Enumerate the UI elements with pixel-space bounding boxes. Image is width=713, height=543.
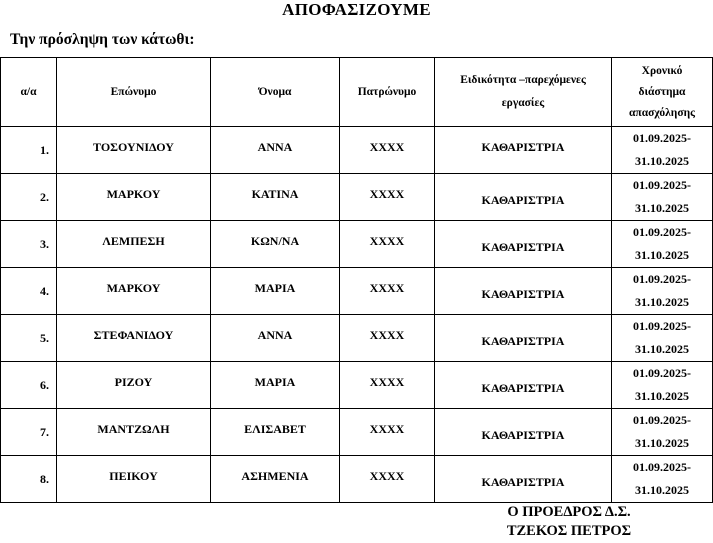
- row-specialty: [435, 315, 612, 362]
- row-period-to: 31.10.2025: [635, 295, 689, 309]
- row-surname: [57, 127, 211, 174]
- row-specialty: [435, 127, 612, 174]
- row-period-from: 01.09.2025-: [633, 272, 691, 286]
- row-surname: [57, 174, 211, 221]
- row-patronymic-text: ΧΧΧΧ: [369, 468, 405, 483]
- header-period-line1: Χρονικό: [641, 64, 683, 77]
- row-aa: 2.: [1, 174, 57, 221]
- header-specialty-line1: Ειδικότητα –παρεχόμενες: [460, 74, 586, 86]
- row-aa: 1.: [1, 127, 57, 174]
- header-row: [1, 58, 713, 127]
- row-patronymic-text: ΧΧΧΧ: [369, 186, 405, 201]
- row-period-from: 01.09.2025-: [633, 413, 691, 427]
- row-patronymic: [340, 174, 435, 221]
- header-specialty: [435, 58, 612, 127]
- signature-role: Ο ΠΡΟΕΔΡΟΣ Δ.Σ.: [507, 504, 631, 520]
- row-period-from: 01.09.2025-: [633, 460, 691, 474]
- row-surname-text: ΜΑΡΚΟΥ: [106, 186, 161, 201]
- row-specialty: [435, 409, 612, 456]
- row-name: [211, 174, 340, 221]
- row-name-text: ΚΑΤΙΝΑ: [251, 186, 299, 201]
- row-surname: [57, 221, 211, 268]
- row-name: [211, 127, 340, 174]
- row-period: [612, 174, 713, 221]
- row-period-to: 31.10.2025: [635, 436, 689, 450]
- table-row: [1, 221, 713, 268]
- row-period: [612, 221, 713, 268]
- row-period: [612, 409, 713, 456]
- table-row: [1, 362, 713, 409]
- row-period-to: 31.10.2025: [635, 248, 689, 262]
- row-patronymic: [340, 268, 435, 315]
- row-period-from: 01.09.2025-: [633, 131, 691, 145]
- row-period-to: 31.10.2025: [635, 154, 689, 168]
- header-period: [612, 58, 713, 127]
- row-aa: 8.: [1, 456, 57, 503]
- row-name-text: ΜΑΡΙΑ: [254, 280, 296, 295]
- row-name-text: ΕΛΙΣΑΒΕΤ: [244, 421, 306, 436]
- header-specialty-line2: εργασίες: [501, 97, 545, 109]
- row-patronymic: [340, 362, 435, 409]
- row-aa: 6.: [1, 362, 57, 409]
- row-specialty: [435, 221, 612, 268]
- row-specialty-text: ΚΑΘΑΡΙΣΤΡΙΑ: [481, 380, 565, 395]
- hires-table: [0, 57, 713, 503]
- row-specialty-text: ΚΑΘΑΡΙΣΤΡΙΑ: [481, 333, 565, 348]
- row-surname-text: ΜΑΝΤΖΩΛΗ: [97, 421, 170, 436]
- row-patronymic-text: ΧΧΧΧ: [369, 280, 405, 295]
- row-period: [612, 315, 713, 362]
- row-patronymic: [340, 315, 435, 362]
- row-period: [612, 456, 713, 503]
- row-surname: [57, 456, 211, 503]
- row-aa: 4.: [1, 268, 57, 315]
- row-aa: 3.: [1, 221, 57, 268]
- row-specialty-text: ΚΑΘΑΡΙΣΤΡΙΑ: [481, 286, 565, 301]
- row-specialty: [435, 362, 612, 409]
- table-row: [1, 268, 713, 315]
- row-surname: [57, 362, 211, 409]
- row-name-text: ΑΝΝΑ: [257, 139, 293, 154]
- table-row: [1, 127, 713, 174]
- row-period: [612, 268, 713, 315]
- row-period-to: 31.10.2025: [635, 342, 689, 356]
- document-title: ΑΠΟΦΑΣΙΖΟΥΜΕ: [282, 0, 431, 19]
- row-patronymic: [340, 221, 435, 268]
- row-specialty-text: ΚΑΘΑΡΙΣΤΡΙΑ: [481, 474, 565, 489]
- row-surname-text: ΤΟΣΟΥΝΙΔΟΥ: [93, 139, 174, 154]
- signature-name: ΤΖΕΚΟΣ ΠΕΤΡΟΣ: [506, 523, 632, 539]
- row-name-text: ΑΝΝΑ: [257, 327, 293, 342]
- row-period-from: 01.09.2025-: [633, 319, 691, 333]
- header-name: Όνομα: [211, 58, 340, 127]
- row-surname: [57, 409, 211, 456]
- row-surname-text: ΣΤΕΦΑΝΙΔΟΥ: [93, 327, 174, 342]
- row-name: [211, 456, 340, 503]
- header-surname: Επώνυμο: [57, 58, 211, 127]
- row-surname-text: ΠΕΙΚΟΥ: [109, 468, 158, 483]
- row-period-to: 31.10.2025: [635, 201, 689, 215]
- row-patronymic-text: ΧΧΧΧ: [369, 327, 405, 342]
- row-period-from: 01.09.2025-: [633, 366, 691, 380]
- row-specialty-text: ΚΑΘΑΡΙΣΤΡΙΑ: [481, 139, 565, 154]
- row-specialty: [435, 174, 612, 221]
- row-period-from: 01.09.2025-: [633, 178, 691, 192]
- row-name: [211, 409, 340, 456]
- row-period: [612, 127, 713, 174]
- row-name-text: ΑΣΗΜΕΝΙΑ: [241, 468, 309, 483]
- table-row: [1, 315, 713, 362]
- row-patronymic-text: ΧΧΧΧ: [369, 233, 405, 248]
- row-patronymic: [340, 127, 435, 174]
- row-name-text: ΚΩΝ/ΝΑ: [250, 233, 300, 248]
- table-body: [1, 127, 713, 503]
- row-period: [612, 362, 713, 409]
- header-aa: α/α: [1, 58, 57, 127]
- row-period-to: 31.10.2025: [635, 483, 689, 497]
- row-surname-text: ΛΕΜΠΕΣΗ: [102, 233, 165, 248]
- row-patronymic: [340, 456, 435, 503]
- table-row: [1, 456, 713, 503]
- row-specialty: [435, 456, 612, 503]
- row-patronymic-text: ΧΧΧΧ: [369, 421, 405, 436]
- row-period-from: 01.09.2025-: [633, 225, 691, 239]
- row-name-text: ΜΑΡΙΑ: [254, 374, 296, 389]
- row-surname: [57, 315, 211, 362]
- row-specialty: [435, 268, 612, 315]
- row-name: [211, 315, 340, 362]
- row-aa: 7.: [1, 409, 57, 456]
- table-row: [1, 174, 713, 221]
- header-patronymic: Πατρώνυμο: [340, 58, 435, 127]
- row-period-to: 31.10.2025: [635, 389, 689, 403]
- row-surname-text: ΡΙΖΟΥ: [114, 374, 153, 389]
- row-patronymic-text: ΧΧΧΧ: [369, 374, 405, 389]
- header-period-line3: απασχόλησης: [629, 106, 695, 119]
- row-name: [211, 362, 340, 409]
- row-name: [211, 268, 340, 315]
- row-patronymic: [340, 409, 435, 456]
- row-name: [211, 221, 340, 268]
- row-aa: 5.: [1, 315, 57, 362]
- row-surname: [57, 268, 211, 315]
- row-specialty-text: ΚΑΘΑΡΙΣΤΡΙΑ: [481, 192, 565, 207]
- intro-text: Την πρόσληψη των κάτωθι:: [10, 31, 195, 48]
- header-period-line2: διάστημα: [638, 85, 686, 98]
- row-specialty-text: ΚΑΘΑΡΙΣΤΡΙΑ: [481, 239, 565, 254]
- table-header: [1, 58, 713, 127]
- row-surname-text: ΜΑΡΚΟΥ: [106, 280, 161, 295]
- table-row: [1, 409, 713, 456]
- row-specialty-text: ΚΑΘΑΡΙΣΤΡΙΑ: [481, 427, 565, 442]
- row-patronymic-text: ΧΧΧΧ: [369, 139, 405, 154]
